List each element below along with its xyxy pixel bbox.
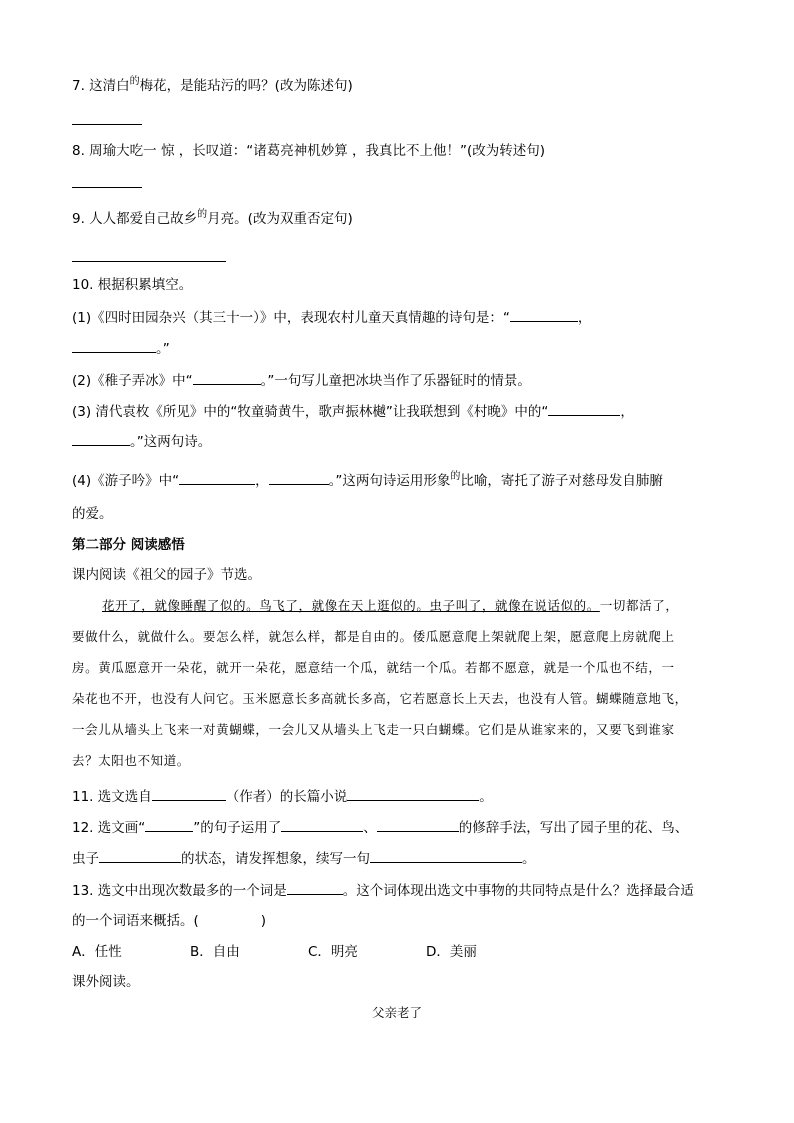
q9-answer-line[interactable] <box>72 261 226 262</box>
reading-intro: 课内阅读《祖父的园子》节选。 <box>72 567 261 583</box>
q12-blank-continue[interactable] <box>370 848 522 863</box>
passage-line-1: 花开了，就像睡醒了似的。鸟飞了，就像在天上逛似的。虫子叫了，就像在说话似的。一切都活了， <box>102 598 679 613</box>
question-9 <box>72 209 353 231</box>
q13-word-blank[interactable] <box>287 880 343 895</box>
q7-de: 的 <box>129 76 140 87</box>
q8-text: 8. 周瑜大吃一 惊 ，长叹道：“诸葛亮神机妙算 ，我真比不上他！”(改为转述句) <box>72 143 546 159</box>
question-13-cont: 的一个词语来概括。( ) <box>72 913 267 929</box>
q10-part-2: (2)《稚子弄冰》中“ 。”一句写儿童把冰块当作了乐器钲时的情景。 <box>72 370 531 391</box>
q10-part-3: (3) 清代袁枚《所见》中的“牧童骑黄牛，歌声振林樾”让我联想到《村晚》中的“ ， <box>72 401 634 422</box>
question-13: 13. 选文中出现次数最多的一个词是 。这个词体现出选文中事物的共同特点是什么？选择最合适 <box>72 880 694 901</box>
question-10-title: 10. 根据积累填空。 <box>72 277 193 293</box>
option-a[interactable]: A．任性 <box>72 944 122 960</box>
q11-novel-blank[interactable] <box>347 786 479 801</box>
q10-4-blank-a[interactable] <box>179 470 255 485</box>
q10-3-blank-b[interactable] <box>72 431 130 446</box>
question-7 <box>72 76 353 98</box>
question-12: 12. 选文画“ ”的句子运用了 、 的修辞手法，写出了园子里的花、鸟、 <box>72 817 688 838</box>
extra-reading-label: 课外阅读。 <box>72 974 140 990</box>
option-b[interactable]: B．自由 <box>190 944 240 960</box>
part-2-heading: 第二部分 阅读感悟 <box>72 537 185 553</box>
q9-text-end: 月亮。(改为双重否定句) <box>207 211 353 227</box>
q11-author-blank[interactable] <box>152 786 226 801</box>
q10-part-4-cont: 的爱。 <box>72 506 113 522</box>
passage-line-6: 去？太阳也不知道。 <box>72 753 190 768</box>
q10-part-4: (4)《游子吟》中“ ， 。”这两句诗运用形象$^的$比喻，寄托了游子对慈母发自肺腑 <box>72 471 663 489</box>
q10-1-blank-a[interactable] <box>510 307 578 322</box>
q9-de: 的 <box>197 209 208 220</box>
q9-text: 9. 人人都爱自己故乡 <box>72 211 198 227</box>
q8-answer-line[interactable] <box>72 187 142 188</box>
passage-line-4: 朵花也不开，也没有人问它。玉米愿意长多高就长多高，它若愿意长上天去，也没有人管。蝴蝶随意地飞， <box>72 691 688 706</box>
q7-answer-line[interactable] <box>72 124 142 125</box>
q10-3-blank-a[interactable] <box>548 401 620 416</box>
question-12-cont: 虫子 的状态，请发挥想象，续写一句 。 <box>72 848 536 869</box>
q10-2-blank[interactable] <box>193 370 261 385</box>
option-d[interactable]: D．美丽 <box>426 944 477 960</box>
passage-line-3: 房。黄瓜愿意开一朵花，就开一朵花，愿意结一个瓜，就结一个瓜。若都不愿意，就是一个瓜也不结，一 <box>72 660 675 675</box>
option-c[interactable]: C．明亮 <box>308 944 358 960</box>
q7-text-end: 梅花，是能玷污的吗？(改为陈述句) <box>139 78 353 94</box>
q7-text: 7. 这清白 <box>72 78 130 94</box>
q12-blank-rhetoric-1[interactable] <box>281 817 363 832</box>
passage-line-5: 一会儿从墙头上飞来一对黄蝴蝶，一会儿又从墙头上飞走一只白蝴蝶。它们是从谁家来的，又要飞到谁家 <box>72 722 675 737</box>
q10-part-1-cont: 。” <box>72 338 170 359</box>
extra-reading-title: 父亲老了 <box>371 1005 422 1020</box>
underlined-sentence: 花开了，就像睡醒了似的。鸟飞了，就像在天上逛似的。虫子叫了，就像在说话似的。 <box>102 598 600 613</box>
q12-blank-rhetoric-2[interactable] <box>377 817 459 832</box>
q12-blank-mark[interactable] <box>145 817 193 832</box>
q13-options <box>72 942 544 962</box>
question-11: 11. 选文选自 （作者）的长篇小说 。 <box>72 786 493 807</box>
q10-part-3-cont: 。”这两句诗。 <box>72 431 211 452</box>
q10-4-blank-b[interactable] <box>269 470 329 485</box>
q12-blank-state[interactable] <box>99 848 181 863</box>
passage-line-2: 要做什么，就做什么。要怎么样，就怎么样，都是自由的。倭瓜愿意爬上架就爬上架，愿意爬上房就爬上 <box>72 629 675 644</box>
question-8 <box>72 141 545 161</box>
q10-part-1: (1)《四时田园杂兴（其三十一）》中，表现农村儿童天真情趣的诗句是：“ ， <box>72 307 591 328</box>
q10-1-blank-b[interactable] <box>72 338 156 353</box>
